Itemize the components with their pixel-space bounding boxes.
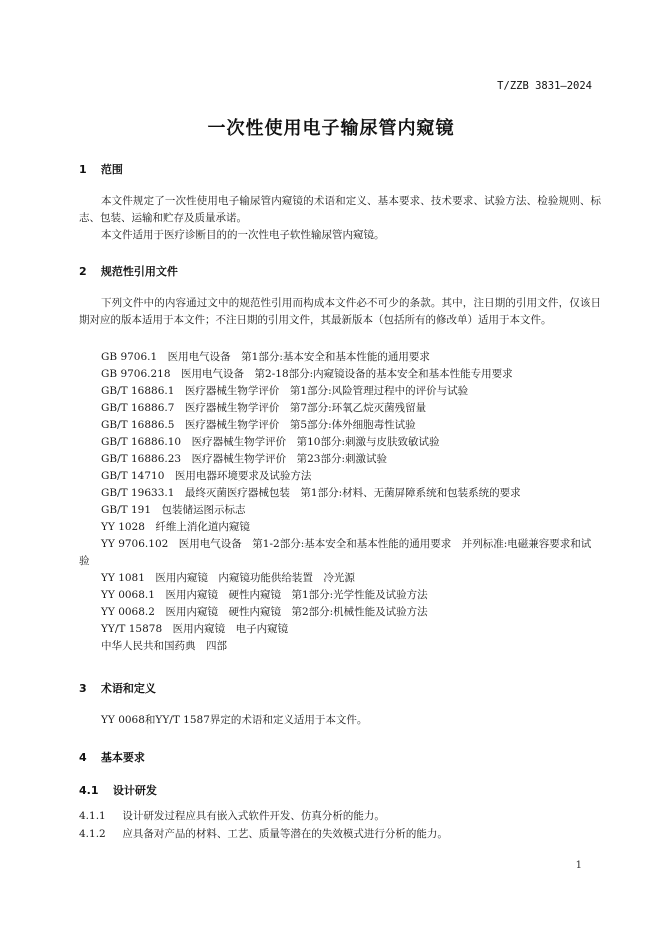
reference-item: GB/T 16886.10 医疗器械生物学评价 第10部分:刺激与皮肤致敏试验: [101, 436, 440, 448]
section-4-1-heading: [79, 782, 157, 798]
section-1-heading: [79, 161, 123, 177]
clause-text: 应具备对产品的材料、工艺、质量等潜在的失效模式进行分析的能力。: [122, 828, 448, 840]
reference-item: GB/T 16886.1 医疗器械生物学评价 第1部分:风险管理过程中的评价与试验: [101, 385, 469, 397]
terms-paragraph: YY 0068和YY/T 1587界定的术语和定义适用于本文件。: [101, 714, 368, 726]
reference-item: GB/T 14710 医用电器环境要求及试验方法: [101, 470, 312, 482]
reference-item: GB/T 19633.1 最终灭菌医疗器械包装 第1部分:材料、无菌屏障系统和包装系统的要求: [101, 487, 521, 499]
subsection-number: 4.1: [79, 784, 99, 797]
reference-item: YY 0068.1 医用内窥镜 硬性内窥镜 第1部分:光学性能及试验方法: [101, 589, 428, 601]
reference-item: GB 9706.1 医用电气设备 第1部分:基本安全和基本性能的通用要求: [101, 351, 430, 363]
clause-4-1-2: [79, 826, 601, 841]
section-4-heading: [79, 749, 145, 765]
subsection-title: 设计研发: [112, 784, 157, 797]
clause-number: 4.1.2: [79, 828, 106, 840]
section-title: 范围: [100, 163, 123, 176]
reference-item: GB/T 16886.5 医疗器械生物学评价 第5部分:体外细胞毒性试验: [101, 419, 416, 431]
standard-code: T/ZZB 3831—2024: [497, 80, 592, 92]
clause-4-1-1: [79, 808, 601, 823]
reference-item: YY 9706.102 医用电气设备 第1-2部分:基本安全和基本性能的通用要求 并列标准:电磁兼容要求和试验: [79, 538, 592, 567]
normative-references-intro: 下列文件中的内容通过文中的规范性引用而构成本文件必不可少的条款。其中，注日期的引用文件，仅该日期对应的版本适用于本文件；不注日期的引用文件，其最新版本（包括所有的修改单）适用于本文件。: [79, 297, 601, 326]
section-number: 1: [79, 163, 87, 176]
scope-paragraph-2: 本文件适用于医疗诊断目的的一次性电子软性输尿管内窥镜。: [101, 229, 385, 241]
reference-list: [79, 349, 601, 655]
page-number: 1: [575, 860, 582, 871]
reference-item: GB/T 191 包装储运图示标志: [101, 504, 246, 516]
clause-number: 4.1.1: [79, 810, 106, 822]
section-2-heading: [79, 263, 178, 279]
section-title: 规范性引用文件: [100, 265, 178, 278]
section-number: 3: [79, 682, 87, 695]
document-title: 一次性使用电子输尿管内窥镜: [207, 118, 455, 139]
reference-item: YY 1081 医用内窥镜 内窥镜功能供给装置 冷光源: [101, 572, 355, 584]
reference-item: 中华人民共和国药典 四部: [101, 640, 227, 652]
section-number: 2: [79, 265, 87, 278]
reference-item: YY/T 15878 医用内窥镜 电子内窥镜: [101, 623, 289, 635]
reference-item: YY 0068.2 医用内窥镜 硬性内窥镜 第2部分:机械性能及试验方法: [101, 606, 428, 618]
clause-text: 设计研发过程应具有嵌入式软件开发、仿真分析的能力。: [122, 810, 385, 822]
section-title: 基本要求: [100, 751, 145, 764]
reference-item: GB/T 16886.23 医疗器械生物学评价 第23部分:刺激试验: [101, 453, 387, 465]
section-title: 术语和定义: [100, 682, 156, 695]
section-3-heading: [79, 680, 156, 696]
reference-item: YY 1028 纤维上消化道内窥镜: [101, 521, 250, 533]
reference-item: GB/T 16886.7 医疗器械生物学评价 第7部分:环氧乙烷灭菌残留量: [101, 402, 427, 414]
section-number: 4: [79, 751, 87, 764]
reference-item: GB 9706.218 医用电气设备 第2-18部分:内窥镜设备的基本安全和基本性能专用要求: [101, 368, 513, 380]
scope-paragraph-1: 本文件规定了一次性使用电子输尿管内窥镜的术语和定义、基本要求、技术要求、试验方法、检验规则、标志、包装、运输和贮存及质量承诺。: [79, 195, 601, 224]
